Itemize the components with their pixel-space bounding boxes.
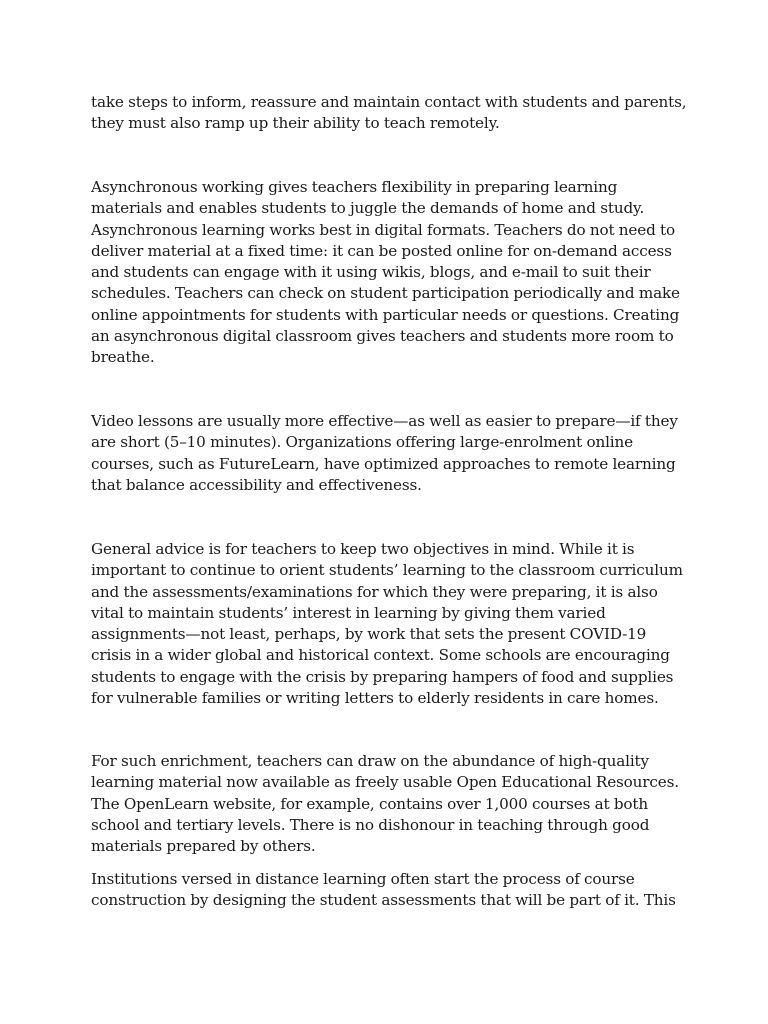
- paragraph-video-lessons: [91, 411, 691, 496]
- text-line: online appointments for students with particular needs or questions. Creating: [91, 305, 680, 324]
- text-line: Asynchronous learning works best in digital formats. Teachers do not need to: [91, 220, 675, 239]
- text-line: Video lessons are usually more effective—as well as easier to prepare—if they: [91, 412, 678, 430]
- paragraph-asynchronous-working: [91, 177, 691, 369]
- text-line: deliver material at a fixed time: it can be posted online for on-demand access: [91, 241, 672, 260]
- text-line: Asynchronous working gives teachers flexibility in preparing learning: [91, 178, 618, 196]
- text-line: For such enrichment, teachers can draw on the abundance of high-quality: [91, 752, 649, 770]
- text-line: an asynchronous digital classroom gives teachers and students more room to: [91, 327, 674, 346]
- text-line: materials prepared by others.: [91, 837, 316, 856]
- text-line: assignments—not least, perhaps, by work that sets the present COVID-19: [91, 625, 647, 644]
- text-line: courses, such as FutureLearn, have optimized approaches to remote learning: [91, 454, 676, 473]
- text-line: schedules. Teachers can check on student participation periodically and make: [91, 284, 680, 303]
- text-line: are short (5–10 minutes). Organizations offering large-enrolment online: [91, 433, 633, 452]
- text-line: materials and enables students to juggle the demands of home and study.: [91, 199, 645, 218]
- text-line: construction by designing the student assessments that will be part of it. This: [91, 891, 676, 910]
- text-line: vital to maintain students’ interest in learning by giving them varied: [91, 603, 606, 622]
- text-line: they must also ramp up their ability to teach remotely.: [91, 114, 500, 133]
- paragraph-general-advice: [91, 539, 691, 709]
- text-line: learning material now available as freely usable Open Educational Resources.: [91, 773, 679, 792]
- text-line: General advice is for teachers to keep two objectives in mind. While it is: [91, 540, 635, 558]
- text-line: and the assessments/examinations for which they were preparing, it is also: [91, 582, 658, 601]
- text-line: crisis in a wider global and historical context. Some schools are encouraging: [91, 646, 670, 665]
- text-line: students to engage with the crisis by preparing hampers of food and supplies: [91, 667, 674, 686]
- text-line: breathe.: [91, 348, 155, 367]
- text-line: school and tertiary levels. There is no dishonour in teaching through good: [91, 815, 650, 834]
- text-line: that balance accessibility and effectiveness.: [91, 475, 422, 494]
- paragraph-enrichment: [91, 751, 691, 857]
- paragraph-institutions: [91, 869, 691, 912]
- paragraph-remote-teaching: [91, 92, 691, 135]
- text-line: Institutions versed in distance learning often start the process of course: [91, 870, 635, 888]
- text-line: and students can engage with it using wikis, blogs, and e-mail to suit their: [91, 263, 651, 282]
- text-line: for vulnerable families or writing letters to elderly residents in care homes.: [91, 689, 659, 708]
- text-line: The OpenLearn website, for example, contains over 1,000 courses at both: [91, 794, 648, 813]
- text-line: important to continue to orient students’ learning to the classroom curriculum: [91, 561, 683, 580]
- text-line: take steps to inform, reassure and maintain contact with students and parents,: [91, 93, 687, 111]
